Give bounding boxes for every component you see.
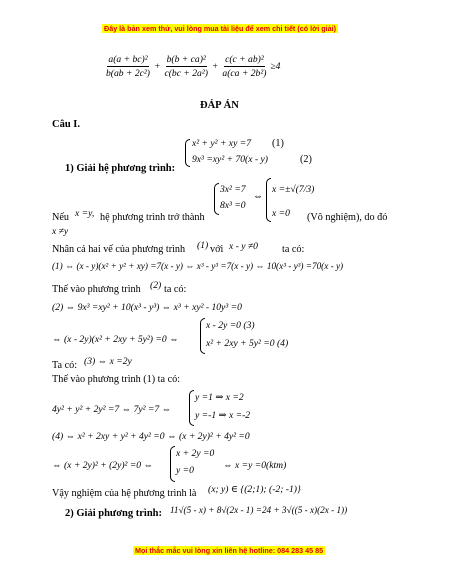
inequality-rhs: ≥4 bbox=[270, 61, 281, 72]
case-prefix-word: Nếu bbox=[52, 212, 69, 223]
case-res1: x =±√(7/3) bbox=[272, 184, 315, 195]
solution-set: (x; y) ∈ {(2;1); (-2; -1)} bbox=[208, 484, 301, 495]
multiply-text-a: Nhân cả hai vế của phương trình bbox=[52, 244, 186, 255]
question-label: Câu I. bbox=[52, 119, 81, 130]
fraction-3-denominator: a(ca + 2b²) bbox=[222, 68, 267, 79]
substitute2-ref: (2) bbox=[150, 280, 162, 291]
eq4-case1: x + 2y =0 bbox=[176, 448, 215, 459]
fraction-2-denominator: c(bc + 2a²) bbox=[164, 68, 208, 79]
substitute2-text-a: Thế vào phương trình bbox=[52, 284, 141, 295]
case-note: (Vô nghiệm), do đó bbox=[307, 212, 388, 223]
substitute2-case1: x - 2y =0 (3) bbox=[206, 320, 255, 331]
have3-expr: (3) ⇔ x =2y bbox=[84, 356, 132, 367]
eq4-brace bbox=[170, 446, 175, 482]
fraction-3-numerator: c(c + ab)² bbox=[225, 54, 264, 65]
case-text: hệ phương trình trở thành bbox=[100, 212, 205, 223]
fraction-3 bbox=[221, 54, 267, 79]
system-eq2-tag: (2) bbox=[300, 154, 312, 165]
substitute2-line2: ⇔ (x - 2y)(x² + 2xy + 5y²) =0 ⇔ bbox=[52, 334, 179, 345]
eq4-line2a: ⇔ (x + 2y)² + (2y)² =0 ⇔ bbox=[52, 460, 154, 471]
multiply-text-c: ta có: bbox=[282, 244, 305, 255]
multiply-text-b: với bbox=[210, 244, 224, 255]
footer-banner: Mọi thắc mắc vui lòng xin liên hệ hotline: 084 283 45 85 bbox=[135, 546, 324, 555]
substitute2-brace bbox=[200, 318, 205, 354]
have3-text: Ta có: bbox=[52, 360, 78, 371]
system-eq2: 9x³ =xy² + 70(x - y) bbox=[192, 154, 268, 165]
answer-title: ĐÁP ÁN bbox=[200, 100, 239, 111]
case-res2: x =0 bbox=[272, 208, 290, 219]
fraction-2 bbox=[163, 54, 208, 79]
header-banner: Đây là bản xem thử, vui lòng mua tài liệu để xem chi tiết (có lời giải) bbox=[104, 24, 336, 33]
case-prefix bbox=[52, 212, 69, 224]
plus-sign: + bbox=[211, 61, 219, 72]
substitute1-line: 4y² + y² + 2y² =7 ⇔ 7y² =7 ⇔ bbox=[52, 404, 172, 415]
substitute1-text: Thế vào phương trình (1) ta có: bbox=[52, 374, 181, 385]
substitute1-case2: y =-1 ⇒ x =-2 bbox=[195, 410, 251, 421]
part2-label: 2) Giải phương trình: bbox=[65, 508, 163, 519]
substitute2-text-b: ta có: bbox=[164, 284, 187, 295]
substitute2-line1: (2) ⇔ 9x³ =xy² + 10(x³ - y³) ⇔ x³ + xy² - 10y³ =0 bbox=[52, 302, 242, 313]
case-brace-right bbox=[266, 178, 271, 222]
system-eq1: x² + y² + xy =7 bbox=[192, 138, 251, 149]
solution-text: Vậy nghiệm của hệ phương trình là bbox=[52, 488, 197, 499]
multiply-condition: x - y ≠0 bbox=[229, 241, 258, 252]
multiply-ref: (1) bbox=[197, 240, 209, 251]
plus-sign: + bbox=[153, 61, 161, 72]
case-condition: x =y, bbox=[75, 208, 95, 219]
part2-equation: 11√(5 - x) + 8√(2x - 1) =24 + 3√((5 - x)(2x - 1)) bbox=[170, 505, 348, 515]
multiply-chain: (1) ⇔ (x - y)(x² + y² + xy) =7(x - y) ⇔ x³ - y³ =7(x - y) ⇔ 10(x³ - y³) =70(x - y) bbox=[52, 261, 344, 271]
case-conclusion: x ≠y bbox=[52, 226, 69, 237]
fraction-1 bbox=[105, 54, 151, 79]
part1-label: 1) Giải hệ phương trình: bbox=[65, 163, 176, 174]
substitute1-case1: y =1 ⇒ x =2 bbox=[195, 392, 244, 403]
eq4-line2b: ⇔ x =y =0(ktm) bbox=[223, 460, 287, 471]
eq4-case2: y =0 bbox=[176, 465, 194, 476]
case-sys2: 8x³ =0 bbox=[220, 200, 246, 211]
fraction-1-numerator: a(a + bc)² bbox=[108, 54, 148, 65]
case-sys1: 3x² =7 bbox=[220, 184, 246, 195]
inequality bbox=[105, 54, 280, 79]
iff-symbol: ⇔ bbox=[253, 191, 264, 202]
system-eq1-tag: (1) bbox=[272, 138, 284, 149]
substitute1-brace bbox=[189, 390, 194, 426]
eq4-line1: (4) ⇔ x² + 2xy + y² + 4y² =0 ⇔ (x + 2y)² + 4y² =0 bbox=[52, 431, 250, 442]
case-brace-left bbox=[214, 183, 219, 215]
system-brace bbox=[185, 139, 190, 167]
fraction-2-numerator: b(b + ca)² bbox=[166, 54, 206, 65]
substitute2-case2: x² + 2xy + 5y² =0 (4) bbox=[206, 338, 289, 349]
fraction-1-denominator: b(ab + 2c²) bbox=[106, 68, 150, 79]
